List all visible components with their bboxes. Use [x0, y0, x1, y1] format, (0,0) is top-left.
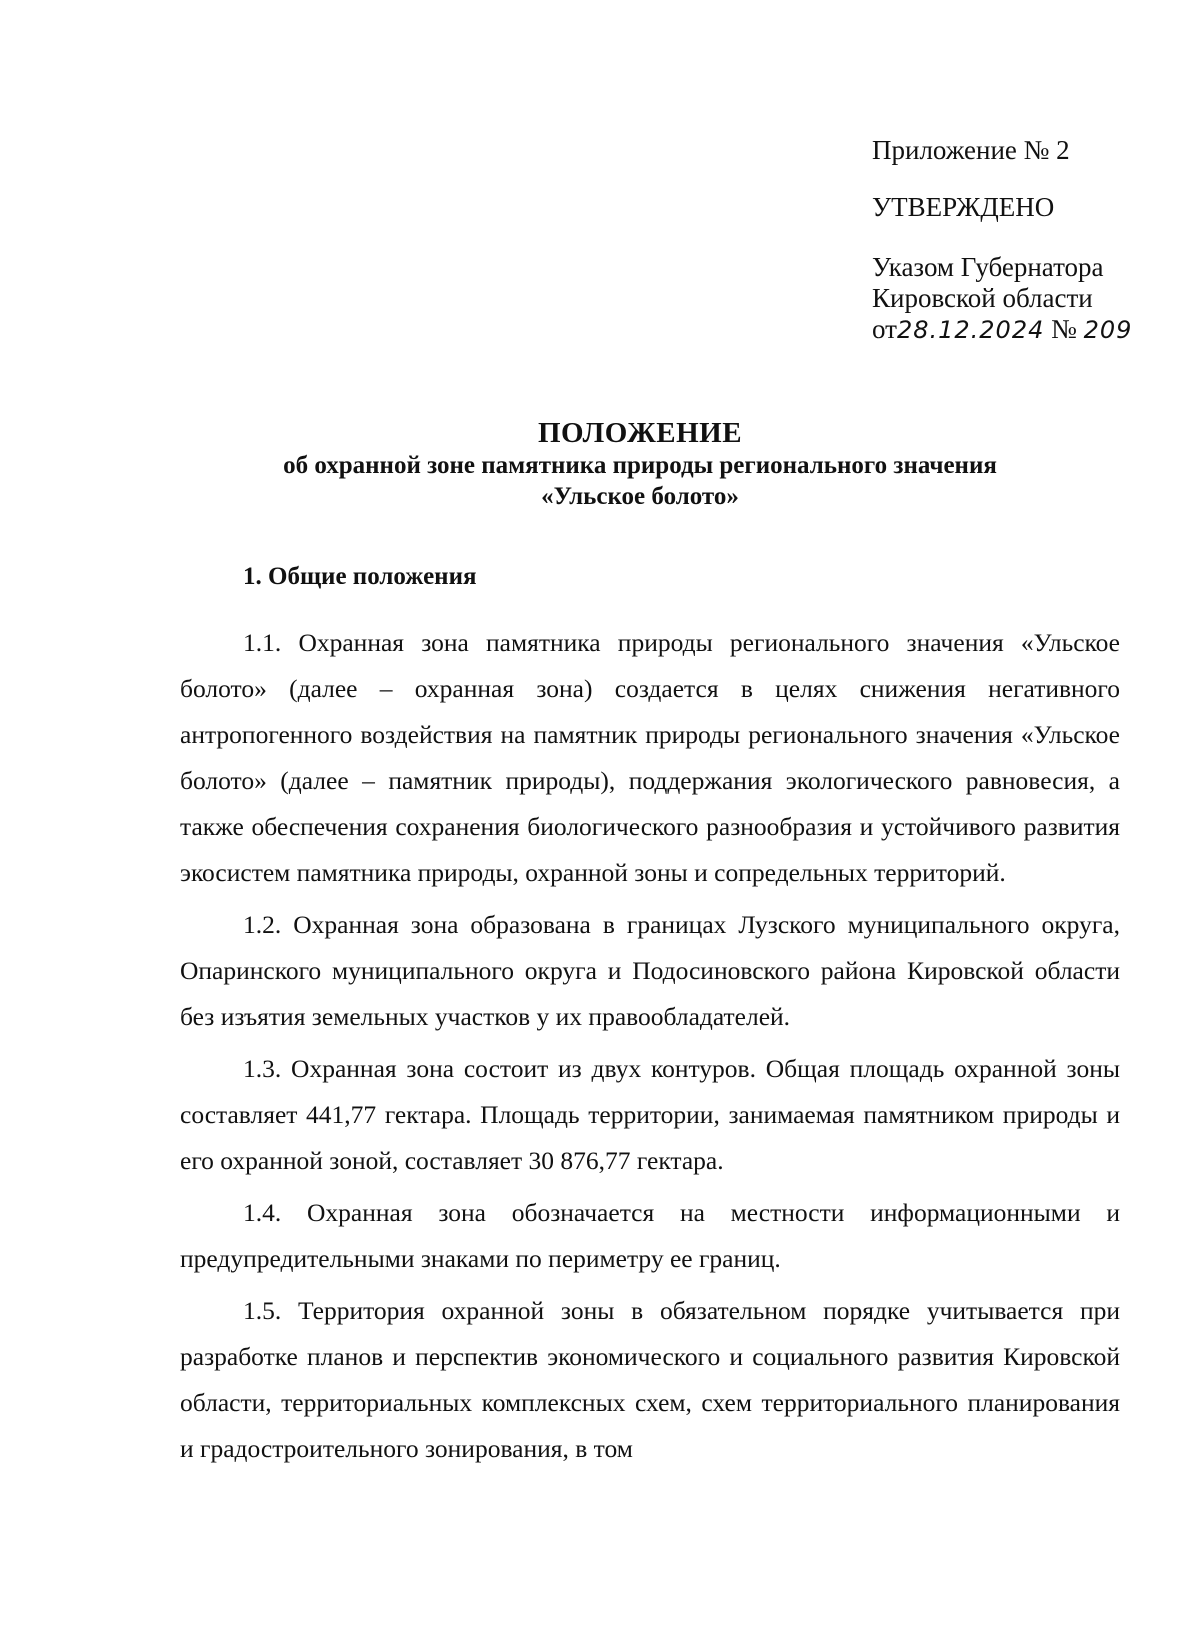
decree-line-2: Кировской области: [872, 283, 1093, 313]
paragraph-1-3: 1.3. Охранная зона состоит из двух контуров. Общая площадь охранной зоны составляет 441,77 гектара. Площадь территории, занимаемая памятником природы и его охранной зоной, составляет 30 876,77 гектара.: [180, 1054, 1120, 1175]
paragraph-1-1: 1.1. Охранная зона памятника природы регионального значения «Ульское болото» (далее – охранная зона) создается в целях снижения негативного антропогенного воздействия на памятник природы регионального значения «Ульское болото» (далее – памятник природы), поддержания экологического равновесия, а также обеспечения сохранения биологического разнообразия и устойчивого развития экосистем памятника природы, охранной зоны и сопредельных территорий.: [180, 628, 1120, 887]
paragraph-1-2: 1.2. Охранная зона образована в границах Лузского муниципального округа, Опаринского муниципального округа и Подосиновского района Кировской области без изъятия земельных участков у их правообладателей.: [180, 910, 1120, 1031]
number-prefix: №: [1051, 314, 1077, 344]
paragraph-1-4: 1.4. Охранная зона обозначается на местности информационными и предупредительными знаками по периметру ее границ.: [180, 1198, 1120, 1273]
appendix-label: Приложение № 2: [872, 135, 1070, 165]
section-body: [180, 620, 1120, 1472]
document-title: ПОЛОЖЕНИЕ: [537, 417, 743, 449]
approval-block: [872, 135, 1172, 346]
paragraph-1-5: 1.5. Территория охранной зоны в обязательном порядке учитывается при разработке планов и перспектив экономического и социального развития Кировской области, территориальных комплексных схем, схем территориального планирования и градостроительного зонирования, в том: [180, 1296, 1120, 1463]
handwritten-date: 28.12.2024: [896, 316, 1045, 344]
date-prefix: от: [872, 314, 897, 344]
approved-label: УТВЕРЖДЕНО: [872, 192, 1055, 222]
decree-date-line: [872, 314, 1172, 346]
handwritten-number: 209: [1083, 316, 1133, 344]
section-heading: 1. Общие положения: [243, 563, 477, 590]
document-subtitle-line-2: «Ульское болото»: [541, 483, 739, 510]
document-title-block: [120, 417, 1160, 512]
document-subtitle-line-1: об охранной зоне памятника природы регионального значения: [283, 452, 997, 479]
decree-line-1: Указом Губернатора: [872, 252, 1104, 282]
